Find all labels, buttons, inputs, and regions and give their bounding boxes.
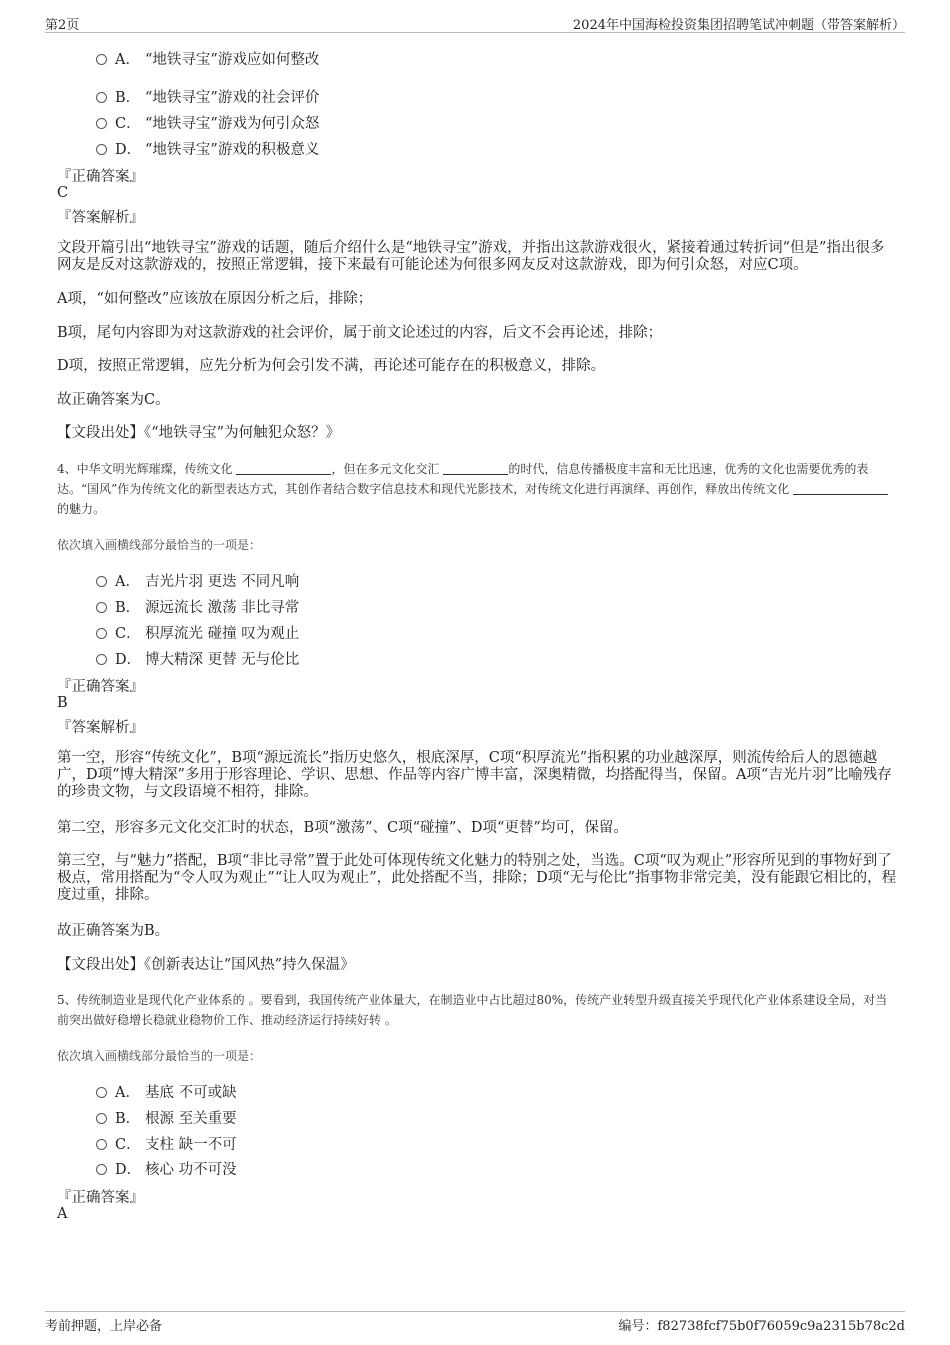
- q3-analysis-para: 故正确答案为C。: [57, 392, 170, 408]
- fill-blank: [443, 462, 508, 475]
- radio-icon[interactable]: [96, 628, 107, 639]
- q5-question: 5、传统制造业是现代化产业体系的 。要看到，我国传统产业体量大，在制造业中占比超过80%，传统产业转型升级直接关乎现代化产业体系建设全局，对当前突出做好稳增长稳就业稳物价工作、推动经济运行持续好转 。: [57, 993, 888, 1027]
- page-header: [45, 14, 905, 33]
- radio-icon[interactable]: [96, 54, 107, 65]
- radio-icon[interactable]: [96, 602, 107, 613]
- q3-analysis-para: D项，按照正常逻辑，应先分析为何会引发不满，再论述可能存在的积极意义，排除。: [57, 358, 606, 374]
- document-title: 2024年中国海检投资集团招聘笔试冲刺题（带答案解析）: [572, 18, 905, 33]
- q4-analysis-para: 故正确答案为B。: [57, 923, 170, 939]
- q5-option-d[interactable]: D． 核心 功不可没: [96, 1158, 237, 1179]
- q4-option-c[interactable]: C． 积厚流光 碰撞 叹为观止: [96, 622, 299, 643]
- q3-option-c[interactable]: C． “地铁寻宝”游戏为何引众怒: [96, 112, 319, 133]
- q4-analysis-para: 第二空，形容多元文化交汇时的状态，B项“激荡”、C项“碰撞”、D项“更替”均可，保留。: [57, 820, 628, 836]
- q3-source: 【文段出处】《“地铁寻宝”为何触犯众怒？》: [57, 425, 341, 441]
- fill-blank: [236, 462, 331, 475]
- q3-option-d[interactable]: D． “地铁寻宝”游戏的积极意义: [96, 138, 319, 159]
- q4-question: 4、中华文明光辉璀璨，传统文化 ，但在多元文化交汇 的时代，信息传播极度丰富和无比迅速，优秀的文化也需要优秀的表达。“国风”作为传统文化的新型表达方式，其创作者结合数字信息技术和现代光影技术，对传统文化进行再演绎、再创作，释放出传统文化 的魅力。: [57, 459, 897, 519]
- q4-analysis-label: 『答案解析』: [57, 720, 144, 736]
- q4-source: 【文段出处】《创新表达让“国风热”持久保温》: [57, 957, 355, 973]
- page-footer: [45, 1311, 905, 1334]
- q4-analysis-para: 第三空，与“魅力”搭配，B项“非比寻常”置于此处可体现传统文化魅力的特别之处，当选。C项“叹为观止”形容所见到的事物好到了极点，常用搭配为“令人叹为观止”“让人叹为观止”，此处搭配不当，排除；D项“无与伦比”指事物非常完美，没有能跟它相比的，程度过重，排除。: [57, 853, 897, 903]
- q3-analysis-para: A项，“如何整改”应该放在原因分析之后，排除；: [57, 291, 373, 307]
- q5-option-b[interactable]: B． 根源 至关重要: [96, 1107, 237, 1128]
- q4-answer-label: 『正确答案』: [57, 679, 144, 695]
- radio-icon[interactable]: [96, 654, 107, 665]
- q3-analysis-para: B项，尾句内容即为对这款游戏的社会评价，属于前文论述过的内容，后文不会再论述，排除；: [57, 325, 663, 341]
- q4-prompt: 依次填入画横线部分最恰当的一项是：: [57, 538, 262, 552]
- q4-option-b[interactable]: B． 源远流长 激荡 非比寻常: [96, 596, 299, 617]
- fill-blank: [793, 482, 888, 495]
- q5-answer-label: 『正确答案』: [57, 1190, 144, 1206]
- radio-icon[interactable]: [96, 1164, 107, 1175]
- document-id: 编号：f82738fcf75b0f76059c9a2315b78c2d: [618, 1319, 905, 1334]
- footer-slogan: 考前押题，上岸必备: [45, 1319, 163, 1334]
- radio-icon[interactable]: [96, 1087, 107, 1098]
- q3-answer-label: 『正确答案』: [57, 169, 144, 185]
- q5-option-a[interactable]: A． 基底 不可或缺: [96, 1081, 237, 1102]
- q4-analysis-para: 第一空，形容“传统文化”，B项“源远流长”指历史悠久，根底深厚，C项“积厚流光”指积累的功业越深厚，则流传给后人的恩德越广，D项“博大精深”多用于形容理论、学识、思想、作品等内容广博丰富，深奥精微，均搭配得当，保留。A项“吉光片羽”比喻残存的珍贵文物，与文段语境不相符，排除。: [57, 750, 892, 800]
- radio-icon[interactable]: [96, 1113, 107, 1124]
- q3-answer: C: [57, 185, 69, 201]
- q4-option-d[interactable]: D． 博大精深 更替 无与伦比: [96, 648, 299, 669]
- q4-option-a[interactable]: A． 吉光片羽 更迭 不同凡响: [96, 570, 299, 591]
- radio-icon[interactable]: [96, 92, 107, 103]
- radio-icon[interactable]: [96, 1139, 107, 1150]
- q4-answer: B: [57, 695, 68, 711]
- page-number: 第2页: [45, 18, 80, 33]
- q3-analysis-para: 文段开篇引出“地铁寻宝”游戏的话题，随后介绍什么是“地铁寻宝”游戏，并指出这款游戏很火，紧接着通过转折词“但是”指出很多网友是反对这款游戏的，按照正常逻辑，接下来最有可能论述为何很多网友反对这款游戏，即为何引众怒，对应C项。: [57, 240, 885, 273]
- radio-icon[interactable]: [96, 118, 107, 129]
- radio-icon[interactable]: [96, 144, 107, 155]
- q5-prompt: 依次填入画横线部分最恰当的一项是：: [57, 1049, 262, 1063]
- q3-analysis-label: 『答案解析』: [57, 210, 144, 226]
- q3-option-b[interactable]: B． “地铁寻宝”游戏的社会评价: [96, 86, 319, 107]
- radio-icon[interactable]: [96, 576, 107, 587]
- q5-answer: A: [57, 1206, 68, 1222]
- q3-option-a[interactable]: A． “地铁寻宝”游戏应如何整改: [96, 48, 319, 69]
- q5-option-c[interactable]: C． 支柱 缺一不可: [96, 1133, 237, 1154]
